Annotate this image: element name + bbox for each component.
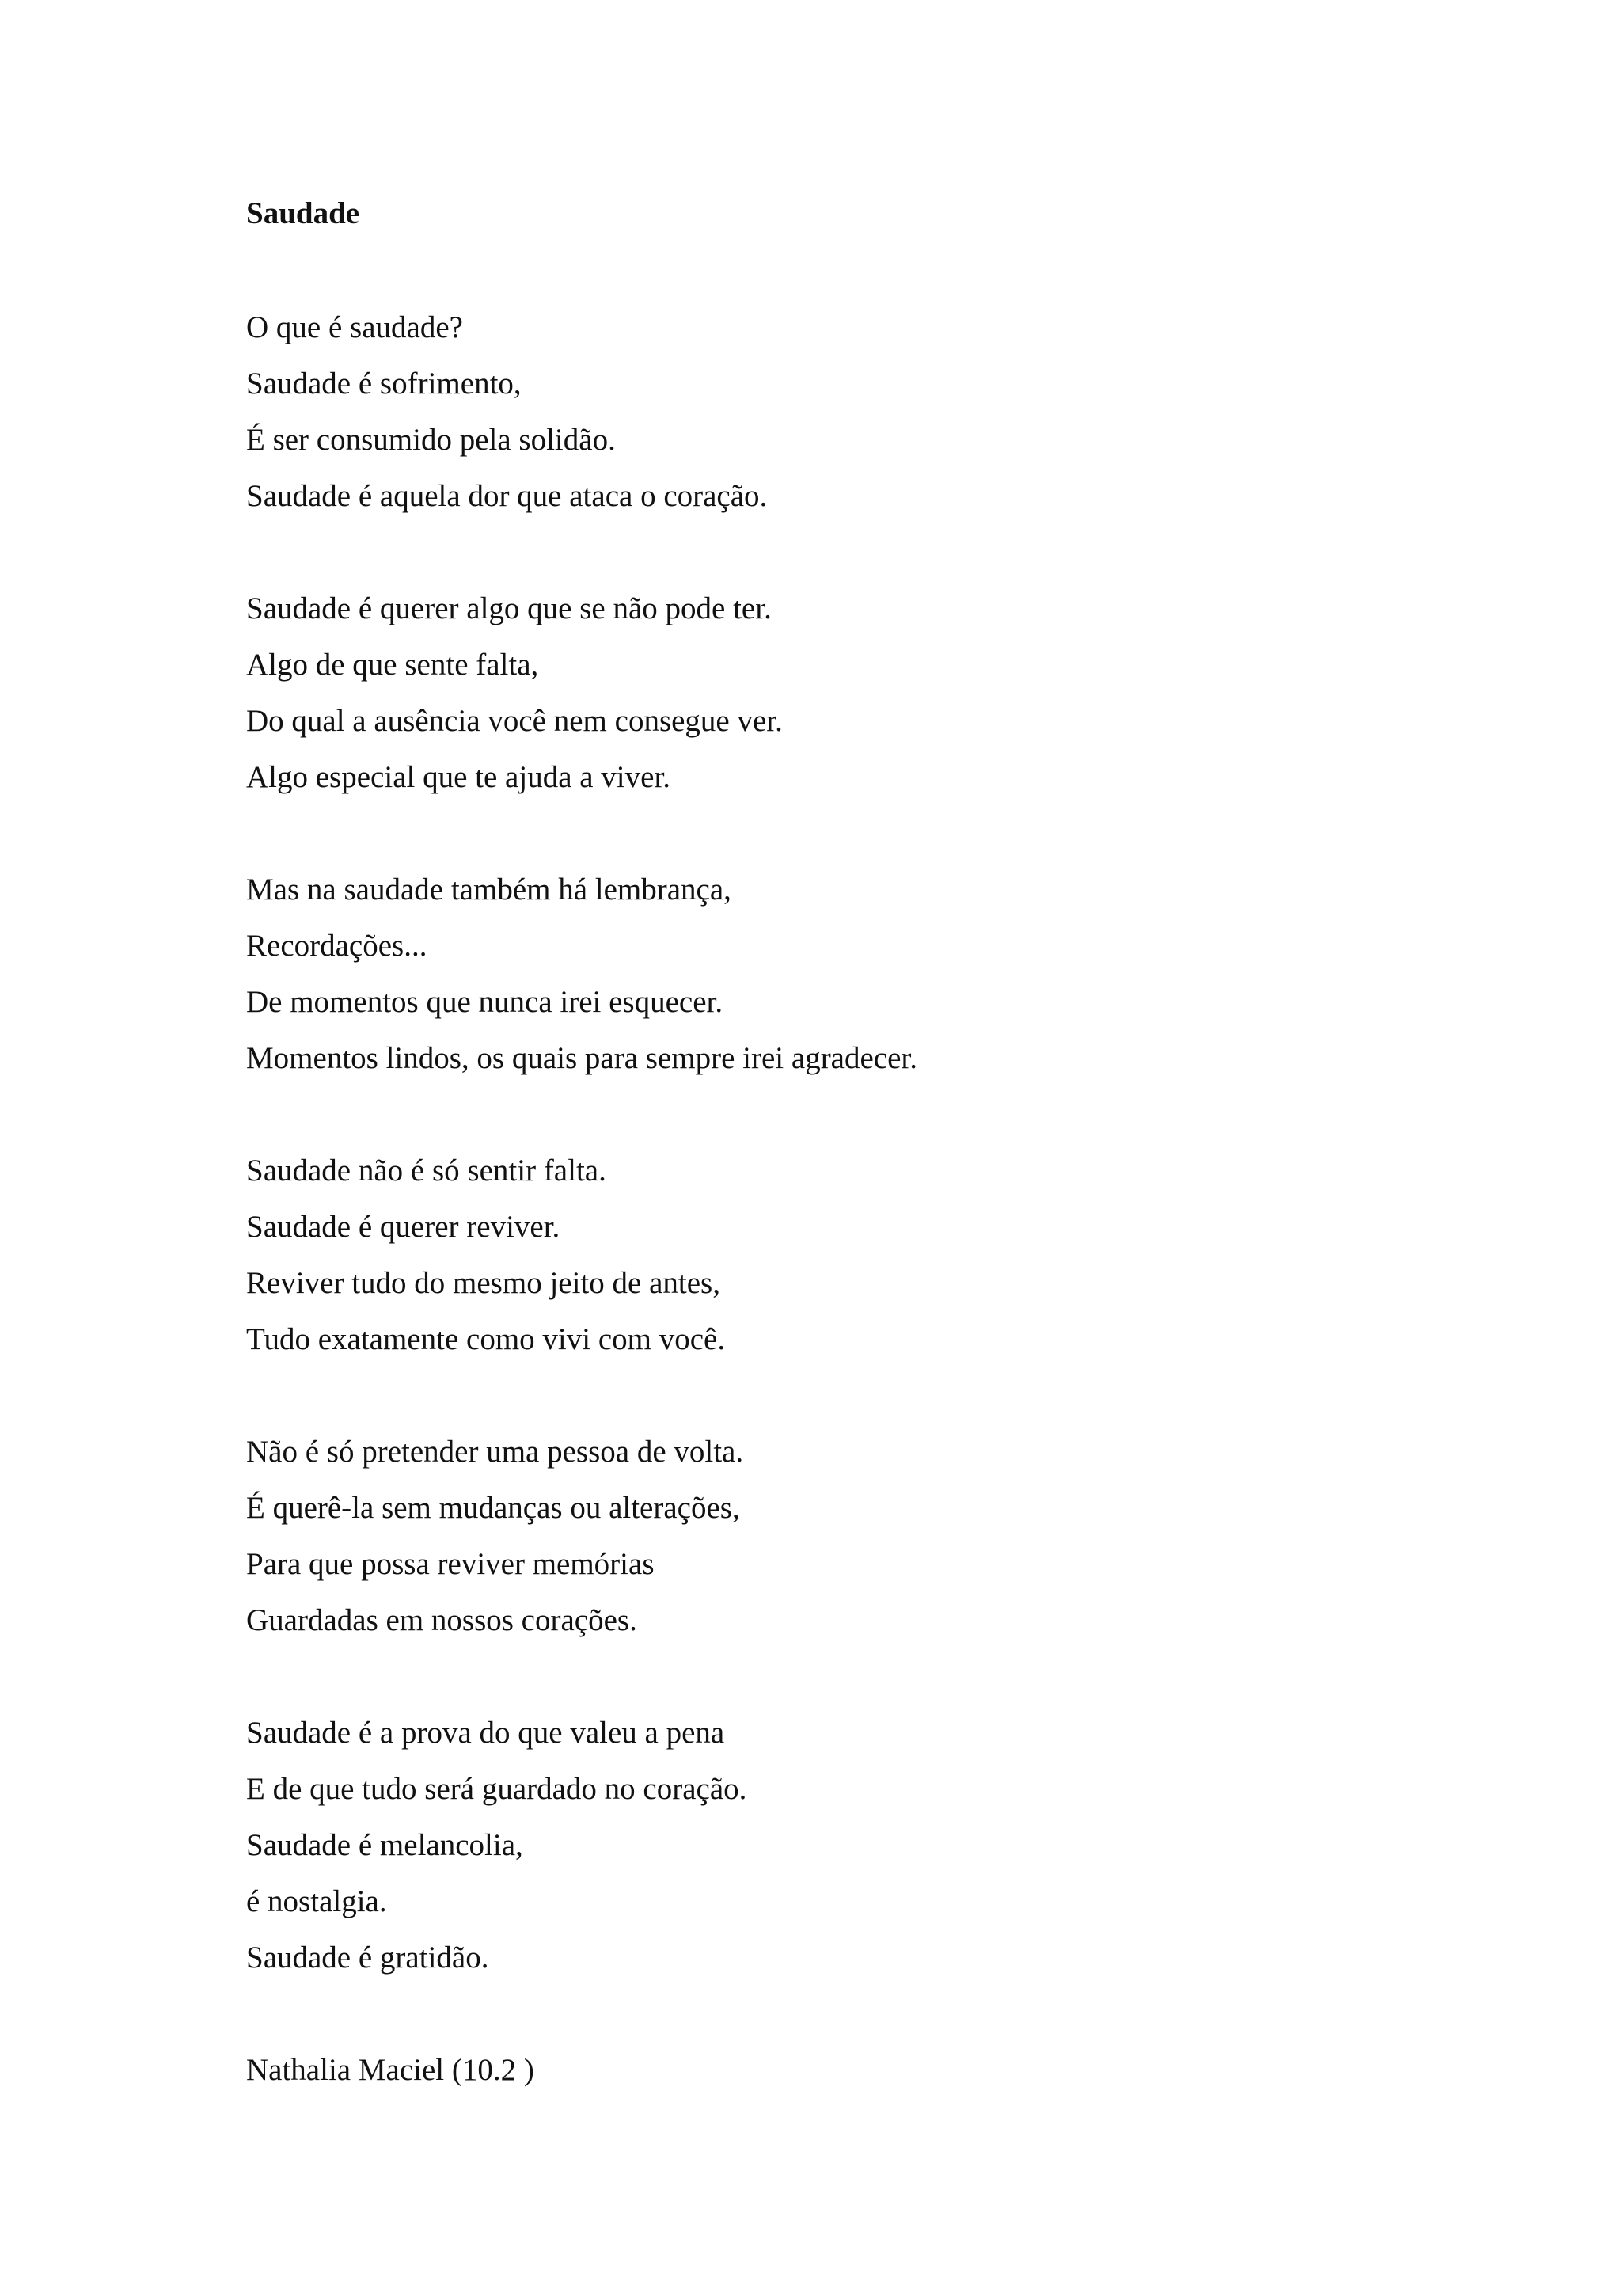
- poem-line: Algo especial que te ajuda a viver.: [246, 760, 671, 794]
- poem-line: é nostalgia.: [246, 1884, 387, 1918]
- poem-line: Para que possa reviver memórias: [246, 1547, 655, 1581]
- poem-line: Reviver tudo do mesmo jeito de antes,: [246, 1266, 720, 1300]
- poem-line: Guardadas em nossos corações.: [246, 1603, 637, 1637]
- poem-line: Saudade é gratidão.: [246, 1941, 489, 1975]
- poem-line: Algo de que sente falta,: [246, 648, 539, 682]
- poem-line: Saudade é sofrimento,: [246, 367, 522, 401]
- poem-line: Saudade é querer algo que se não pode ter.: [246, 591, 772, 625]
- poem-line: É ser consumido pela solidão.: [246, 423, 616, 457]
- poem-line: De momentos que nunca irei esquecer.: [246, 985, 723, 1019]
- poem-line: Saudade é querer reviver.: [246, 1210, 560, 1244]
- poem-line: E de que tudo será guardado no coração.: [246, 1772, 747, 1806]
- poem-line: O que é saudade?: [246, 310, 463, 344]
- poem-line: Saudade é melancolia,: [246, 1828, 523, 1862]
- poem-line: Mas na saudade também há lembrança,: [246, 872, 731, 907]
- poem-author: Nathalia Maciel (10.2 ): [246, 2053, 534, 2087]
- poem-line: Saudade não é só sentir falta.: [246, 1154, 606, 1188]
- poem-line: Saudade é a prova do que valeu a pena: [246, 1716, 725, 1750]
- poem-line: Momentos lindos, os quais para sempre irei agradecer.: [246, 1041, 918, 1075]
- poem-line: Recordações...: [246, 929, 427, 963]
- poem-line: Saudade é aquela dor que ataca o coração.: [246, 479, 768, 513]
- poem-line: Do qual a ausência você nem consegue ver.: [246, 704, 783, 738]
- poem-line: Tudo exatamente como vivi com você.: [246, 1322, 726, 1356]
- poem-line: É querê-la sem mudanças ou alterações,: [246, 1491, 740, 1525]
- poem-line: Não é só pretender uma pessoa de volta.: [246, 1435, 744, 1469]
- poem-title: Saudade: [246, 196, 360, 230]
